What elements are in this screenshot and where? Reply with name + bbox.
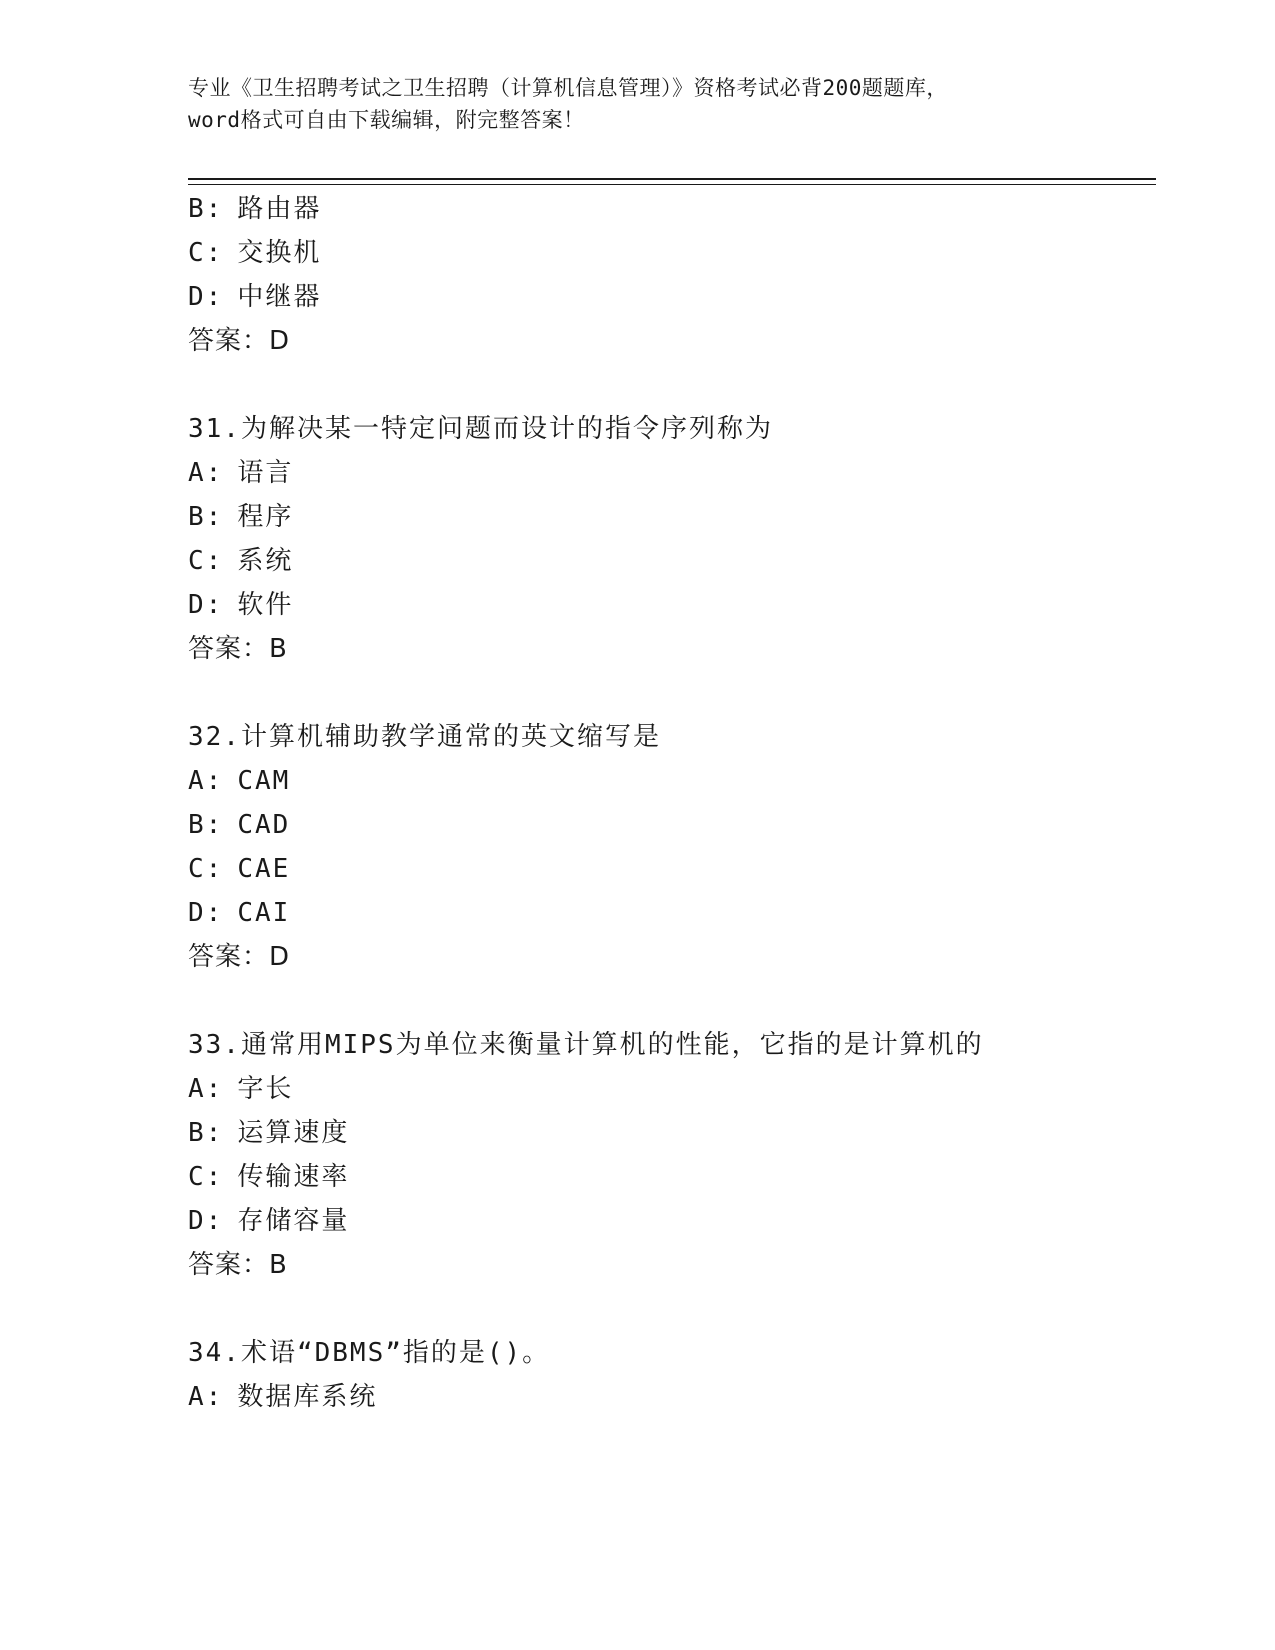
question-33-option-b: B: 运算速度 [188, 1118, 350, 1148]
question-31-option-d: D: 软件 [188, 590, 294, 620]
prev-option-d: D: 中继器 [188, 282, 322, 312]
question-32-option-c: C: CAE [188, 854, 291, 884]
question-33-option-a: A: 字长 [188, 1074, 294, 1104]
question-33-answer: 答案：B [188, 1250, 288, 1280]
prev-answer: 答案：D [188, 326, 291, 356]
question-31-option-b: B: 程序 [188, 502, 294, 532]
document-header [188, 72, 1088, 136]
question-32-option-b: B: CAD [188, 810, 291, 840]
question-33-option-c: C: 传输速率 [188, 1162, 350, 1192]
question-32-stem: 32.计算机辅助教学通常的英文缩写是 [188, 722, 661, 752]
question-31-option-a: A: 语言 [188, 458, 294, 488]
question-34-stem: 34.术语“DBMS”指的是()。 [188, 1338, 551, 1368]
question-32-option-d: D: CAI [188, 898, 291, 928]
question-33-option-d: D: 存储容量 [188, 1206, 350, 1236]
header-divider-thin [188, 184, 1156, 185]
question-31-answer: 答案：B [188, 634, 288, 664]
question-33-stem: 33.通常用MIPS为单位来衡量计算机的性能，它指的是计算机的 [188, 1030, 984, 1060]
question-34-option-a: A: 数据库系统 [188, 1382, 378, 1412]
question-31-stem: 31.为解决某一特定问题而设计的指令序列称为 [188, 414, 773, 444]
question-31-option-c: C: 系统 [188, 546, 294, 576]
prev-option-b: B: 路由器 [188, 194, 322, 224]
header-divider-thick [188, 178, 1156, 180]
question-32-option-a: A: CAM [188, 766, 291, 796]
question-32-answer: 答案：D [188, 942, 291, 972]
prev-option-c: C: 交换机 [188, 238, 322, 268]
header-line-1: 专业《卫生招聘考试之卫生招聘（计算机信息管理）》资格考试必背200题题库， [188, 76, 948, 100]
header-line-2: word格式可自由下载编辑，附完整答案！ [188, 108, 585, 132]
